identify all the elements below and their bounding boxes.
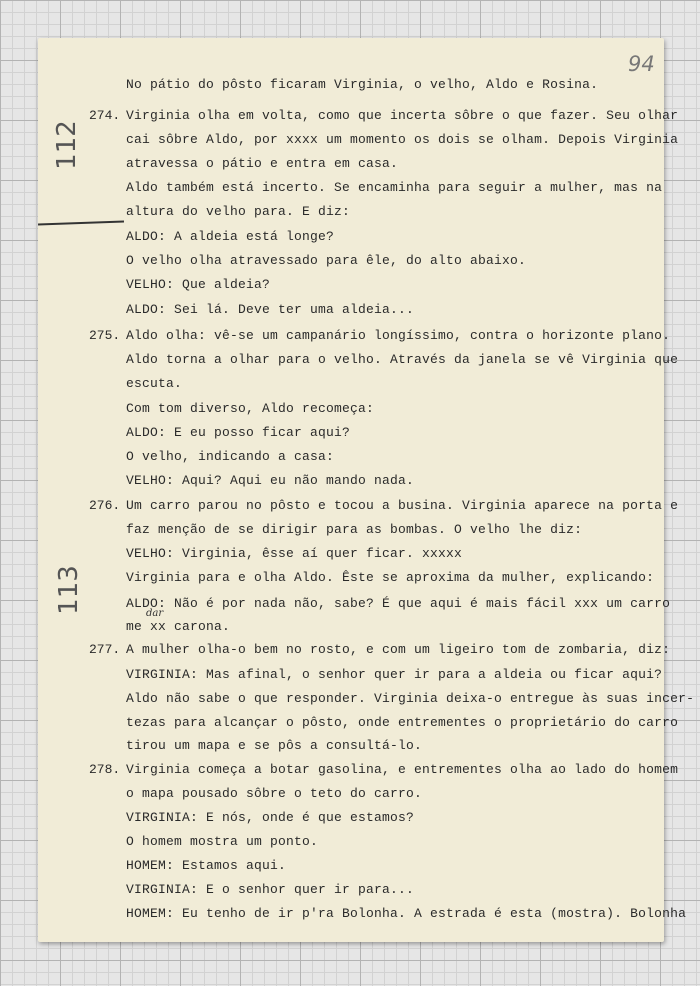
text-line: HOMEM: Eu tenho de ir p'ra Bolonha. A estrada é esta (mostra). Bolonha	[126, 906, 687, 921]
text-line: Um carro parou no pôsto e tocou a busina. Virginia aparece na porta e	[126, 498, 679, 513]
text-line: Virginia para e olha Aldo. Êste se aproxima da mulher, explicando:	[126, 570, 655, 585]
margin-note-top: 112	[51, 120, 82, 170]
text-line: o mapa pousado sôbre o teto do carro.	[126, 786, 423, 801]
text-line: O homem mostra um ponto.	[126, 834, 319, 849]
scene-number-277: 277.	[89, 642, 121, 657]
text-line: VIRGINIA: Mas afinal, o senhor quer ir para a aldeia ou ficar aqui?	[126, 667, 663, 682]
text-line: Aldo olha: vê-se um campanário longíssimo, contra o horizonte plano.	[126, 328, 671, 343]
scene-number-274: 274.	[89, 108, 121, 123]
text-line: escuta.	[126, 376, 183, 391]
scene-number-275: 275.	[89, 328, 121, 343]
text-line: ALDO: Sei lá. Deve ter uma aldeia...	[126, 302, 415, 317]
text-line: tezas para alcançar o pôsto, onde entrementes o proprietário do carro	[126, 715, 679, 730]
text-line: me xx carona.	[126, 619, 231, 634]
text-line: altura do velho para. E diz:	[126, 204, 351, 219]
text-line: VELHO: Virginia, êsse aí quer ficar. xxxxx	[126, 546, 463, 561]
page-number: 94	[628, 52, 655, 76]
text-line: No pátio do pôsto ficaram Virginia, o velho, Aldo e Rosina.	[126, 77, 599, 92]
text-line: cai sôbre Aldo, por xxxx um momento os dois se olham. Depois Virginia	[126, 132, 679, 147]
text-line: A mulher olha-o bem no rosto, e com um ligeiro tom de zombaria, diz:	[126, 642, 671, 657]
text-line: Virginia olha em volta, como que incerta sôbre o que fazer. Seu olhar	[126, 108, 679, 123]
text-line: VIRGINIA: E nós, onde é que estamos?	[126, 810, 415, 825]
text-line: VIRGINIA: E o senhor quer ir para...	[126, 882, 415, 897]
text-line: VELHO: Que aldeia?	[126, 277, 271, 292]
text-line: O velho, indicando a casa:	[126, 449, 335, 464]
text-line: ALDO: Não é por nada não, sabe? É que aqui é mais fácil xxx um carro	[126, 596, 671, 611]
text-line: faz menção de se dirigir para as bombas. O velho lhe diz:	[126, 522, 583, 537]
margin-note-bottom: 113	[53, 565, 84, 615]
scene-number-276: 276.	[89, 498, 121, 513]
handwritten-insert: dar	[146, 608, 164, 619]
text-line: Aldo também está incerto. Se encaminha para seguir a mulher, mas na	[126, 180, 663, 195]
text-line: Aldo torna a olhar para o velho. Através da janela se vê Virginia que	[126, 352, 679, 367]
text-line: Com tom diverso, Aldo recomeça:	[126, 401, 375, 416]
text-line: tirou um mapa e se pôs a consultá-lo.	[126, 738, 423, 753]
text-line: HOMEM: Estamos aqui.	[126, 858, 287, 873]
text-line: ALDO: E eu posso ficar aqui?	[126, 425, 351, 440]
text-line: Aldo não sabe o que responder. Virginia deixa-o entregue às suas incer-	[126, 691, 695, 706]
text-line: Virginia começa a botar gasolina, e entrementes olha ao lado do homem	[126, 762, 679, 777]
text-line: VELHO: Aqui? Aqui eu não mando nada.	[126, 473, 415, 488]
text-line: O velho olha atravessado para êle, do alto abaixo.	[126, 253, 527, 268]
scene-number-278: 278.	[89, 762, 121, 777]
text-line: ALDO: A aldeia está longe?	[126, 229, 335, 244]
text-line: atravessa o pátio e entra em casa.	[126, 156, 399, 171]
typewritten-page	[38, 38, 664, 942]
